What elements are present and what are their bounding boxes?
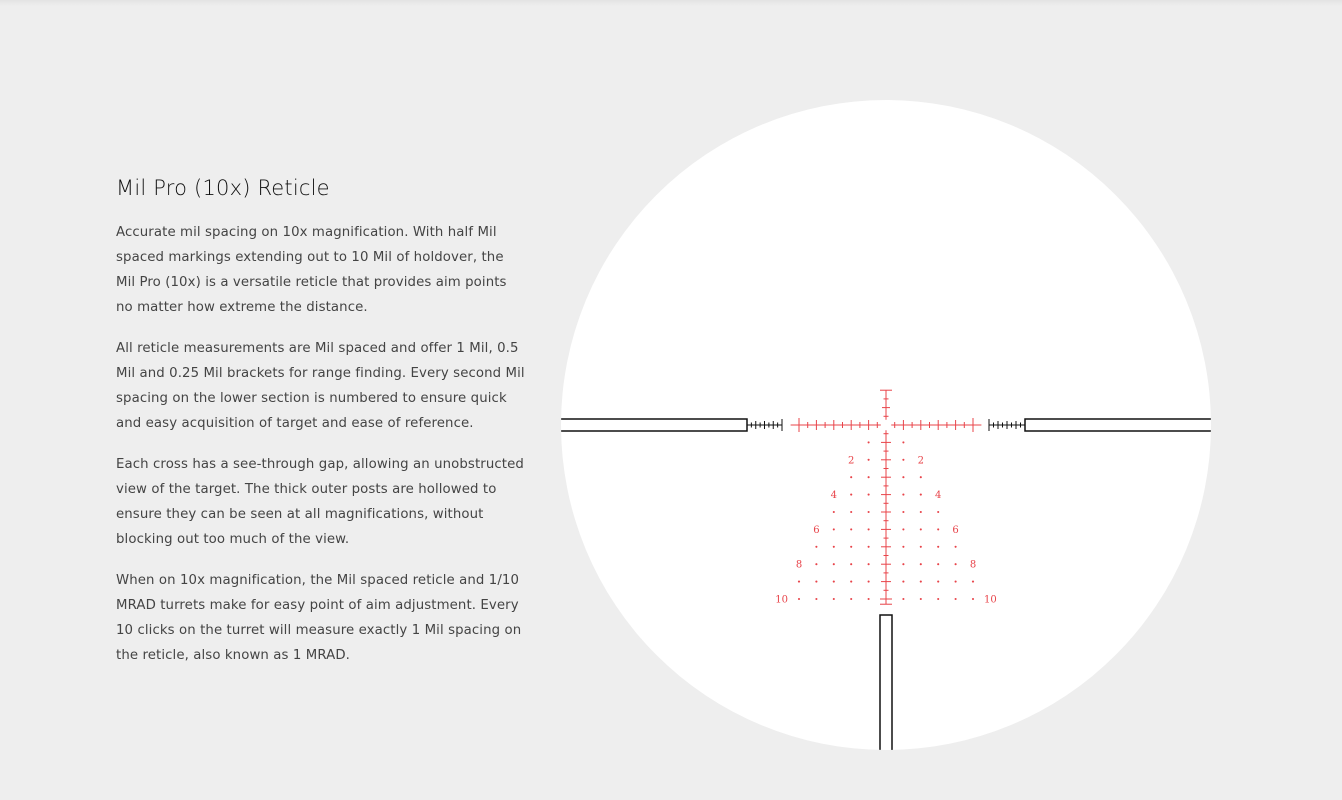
holdover-dot <box>920 528 922 530</box>
description-paragraph-4: When on 10x magnification, the Mil spaced reticle and 1/10 MRAD turrets make for easy point of aim adjustment. Every 10 clicks on the turret will measure exactly 1 Mil spacing on the reticle, also known as 1 MRAD. <box>116 573 522 663</box>
holdover-dot <box>850 598 852 600</box>
holdover-dot <box>868 476 870 478</box>
reticle-illustration <box>561 100 1211 750</box>
holdover-dot <box>850 581 852 583</box>
holdover-dot <box>902 528 904 530</box>
holdover-dot <box>850 546 852 548</box>
holdover-dot <box>955 546 957 548</box>
reticle-svg <box>561 100 1211 750</box>
holdover-dot <box>868 494 870 496</box>
holdover-dot <box>798 581 800 583</box>
holdover-dot <box>833 511 835 513</box>
scope-field <box>561 100 1211 750</box>
holdover-dot <box>850 528 852 530</box>
holdover-dot <box>920 494 922 496</box>
holdover-dot <box>937 528 939 530</box>
holdover-dot <box>937 563 939 565</box>
holdover-dot <box>920 546 922 548</box>
holdover-dot <box>972 581 974 583</box>
holdover-dot <box>833 528 835 530</box>
holdover-dot <box>833 563 835 565</box>
holdover-label-right: 4 <box>935 490 942 502</box>
holdover-dot <box>850 511 852 513</box>
holdover-dot <box>955 563 957 565</box>
holdover-dot <box>868 598 870 600</box>
page-title: Mil Pro (10x) Reticle <box>116 176 330 200</box>
holdover-dot <box>798 598 800 600</box>
holdover-dot <box>902 459 904 461</box>
holdover-dot <box>833 581 835 583</box>
holdover-label-right: 8 <box>969 559 977 571</box>
holdover-dot <box>902 546 904 548</box>
holdover-dot <box>815 546 817 548</box>
holdover-label-left: 8 <box>795 559 803 571</box>
holdover-dot <box>850 563 852 565</box>
holdover-dot <box>972 598 974 600</box>
holdover-dot <box>920 476 922 478</box>
holdover-dot <box>937 546 939 548</box>
holdover-dot <box>850 476 852 478</box>
description-paragraph-2: All reticle measurements are Mil spaced and offer 1 Mil, 0.5 Mil and 0.25 Mil brackets for range finding. Every second Mil spacing on the lower section is numbered to ensure quick and easy acquisition of target and ease of reference. <box>116 341 525 431</box>
holdover-label-right: 6 <box>952 524 959 536</box>
holdover-dot <box>955 581 957 583</box>
holdover-dot <box>833 598 835 600</box>
holdover-label-right: 2 <box>917 455 924 467</box>
holdover-dot <box>937 581 939 583</box>
holdover-dot <box>815 581 817 583</box>
holdover-label-right: 10 <box>984 594 997 606</box>
holdover-dot <box>868 546 870 548</box>
holdover-label-left: 4 <box>830 490 837 502</box>
holdover-dot <box>815 598 817 600</box>
holdover-dot <box>902 494 904 496</box>
holdover-dot <box>937 598 939 600</box>
holdover-dot <box>902 563 904 565</box>
holdover-dot <box>920 563 922 565</box>
holdover-dot <box>868 459 870 461</box>
holdover-dot <box>902 581 904 583</box>
top-shadow <box>0 0 1342 6</box>
holdover-dot <box>902 441 904 443</box>
holdover-dot <box>815 563 817 565</box>
holdover-dot <box>937 511 939 513</box>
holdover-dot <box>868 441 870 443</box>
description-paragraph-3: Each cross has a see-through gap, allowing an unobstructed view of the target. The thick outer posts are hollowed to ensure they can be seen at all magnifications, without blocking out too much of the view. <box>116 457 524 547</box>
holdover-label-left: 2 <box>848 455 855 467</box>
holdover-dot <box>868 528 870 530</box>
holdover-dot <box>868 563 870 565</box>
description-paragraph-1: Accurate mil spacing on 10x magnification. With half Mil spaced markings extending out to 10 Mil of holdover, the Mil Pro (10x) is a versatile reticle that provides aim points no matter how extreme the distance. <box>116 225 507 315</box>
holdover-dot <box>902 598 904 600</box>
holdover-dot <box>850 494 852 496</box>
holdover-dot <box>833 546 835 548</box>
holdover-dot <box>955 598 957 600</box>
holdover-dot <box>920 598 922 600</box>
holdover-dot <box>920 511 922 513</box>
holdover-dot <box>868 511 870 513</box>
holdover-label-left: 6 <box>813 524 820 536</box>
holdover-label-left: 10 <box>775 594 788 606</box>
holdover-dot <box>868 581 870 583</box>
description-panel <box>116 176 526 684</box>
holdover-dot <box>920 581 922 583</box>
holdover-dot <box>902 511 904 513</box>
holdover-dot <box>902 476 904 478</box>
